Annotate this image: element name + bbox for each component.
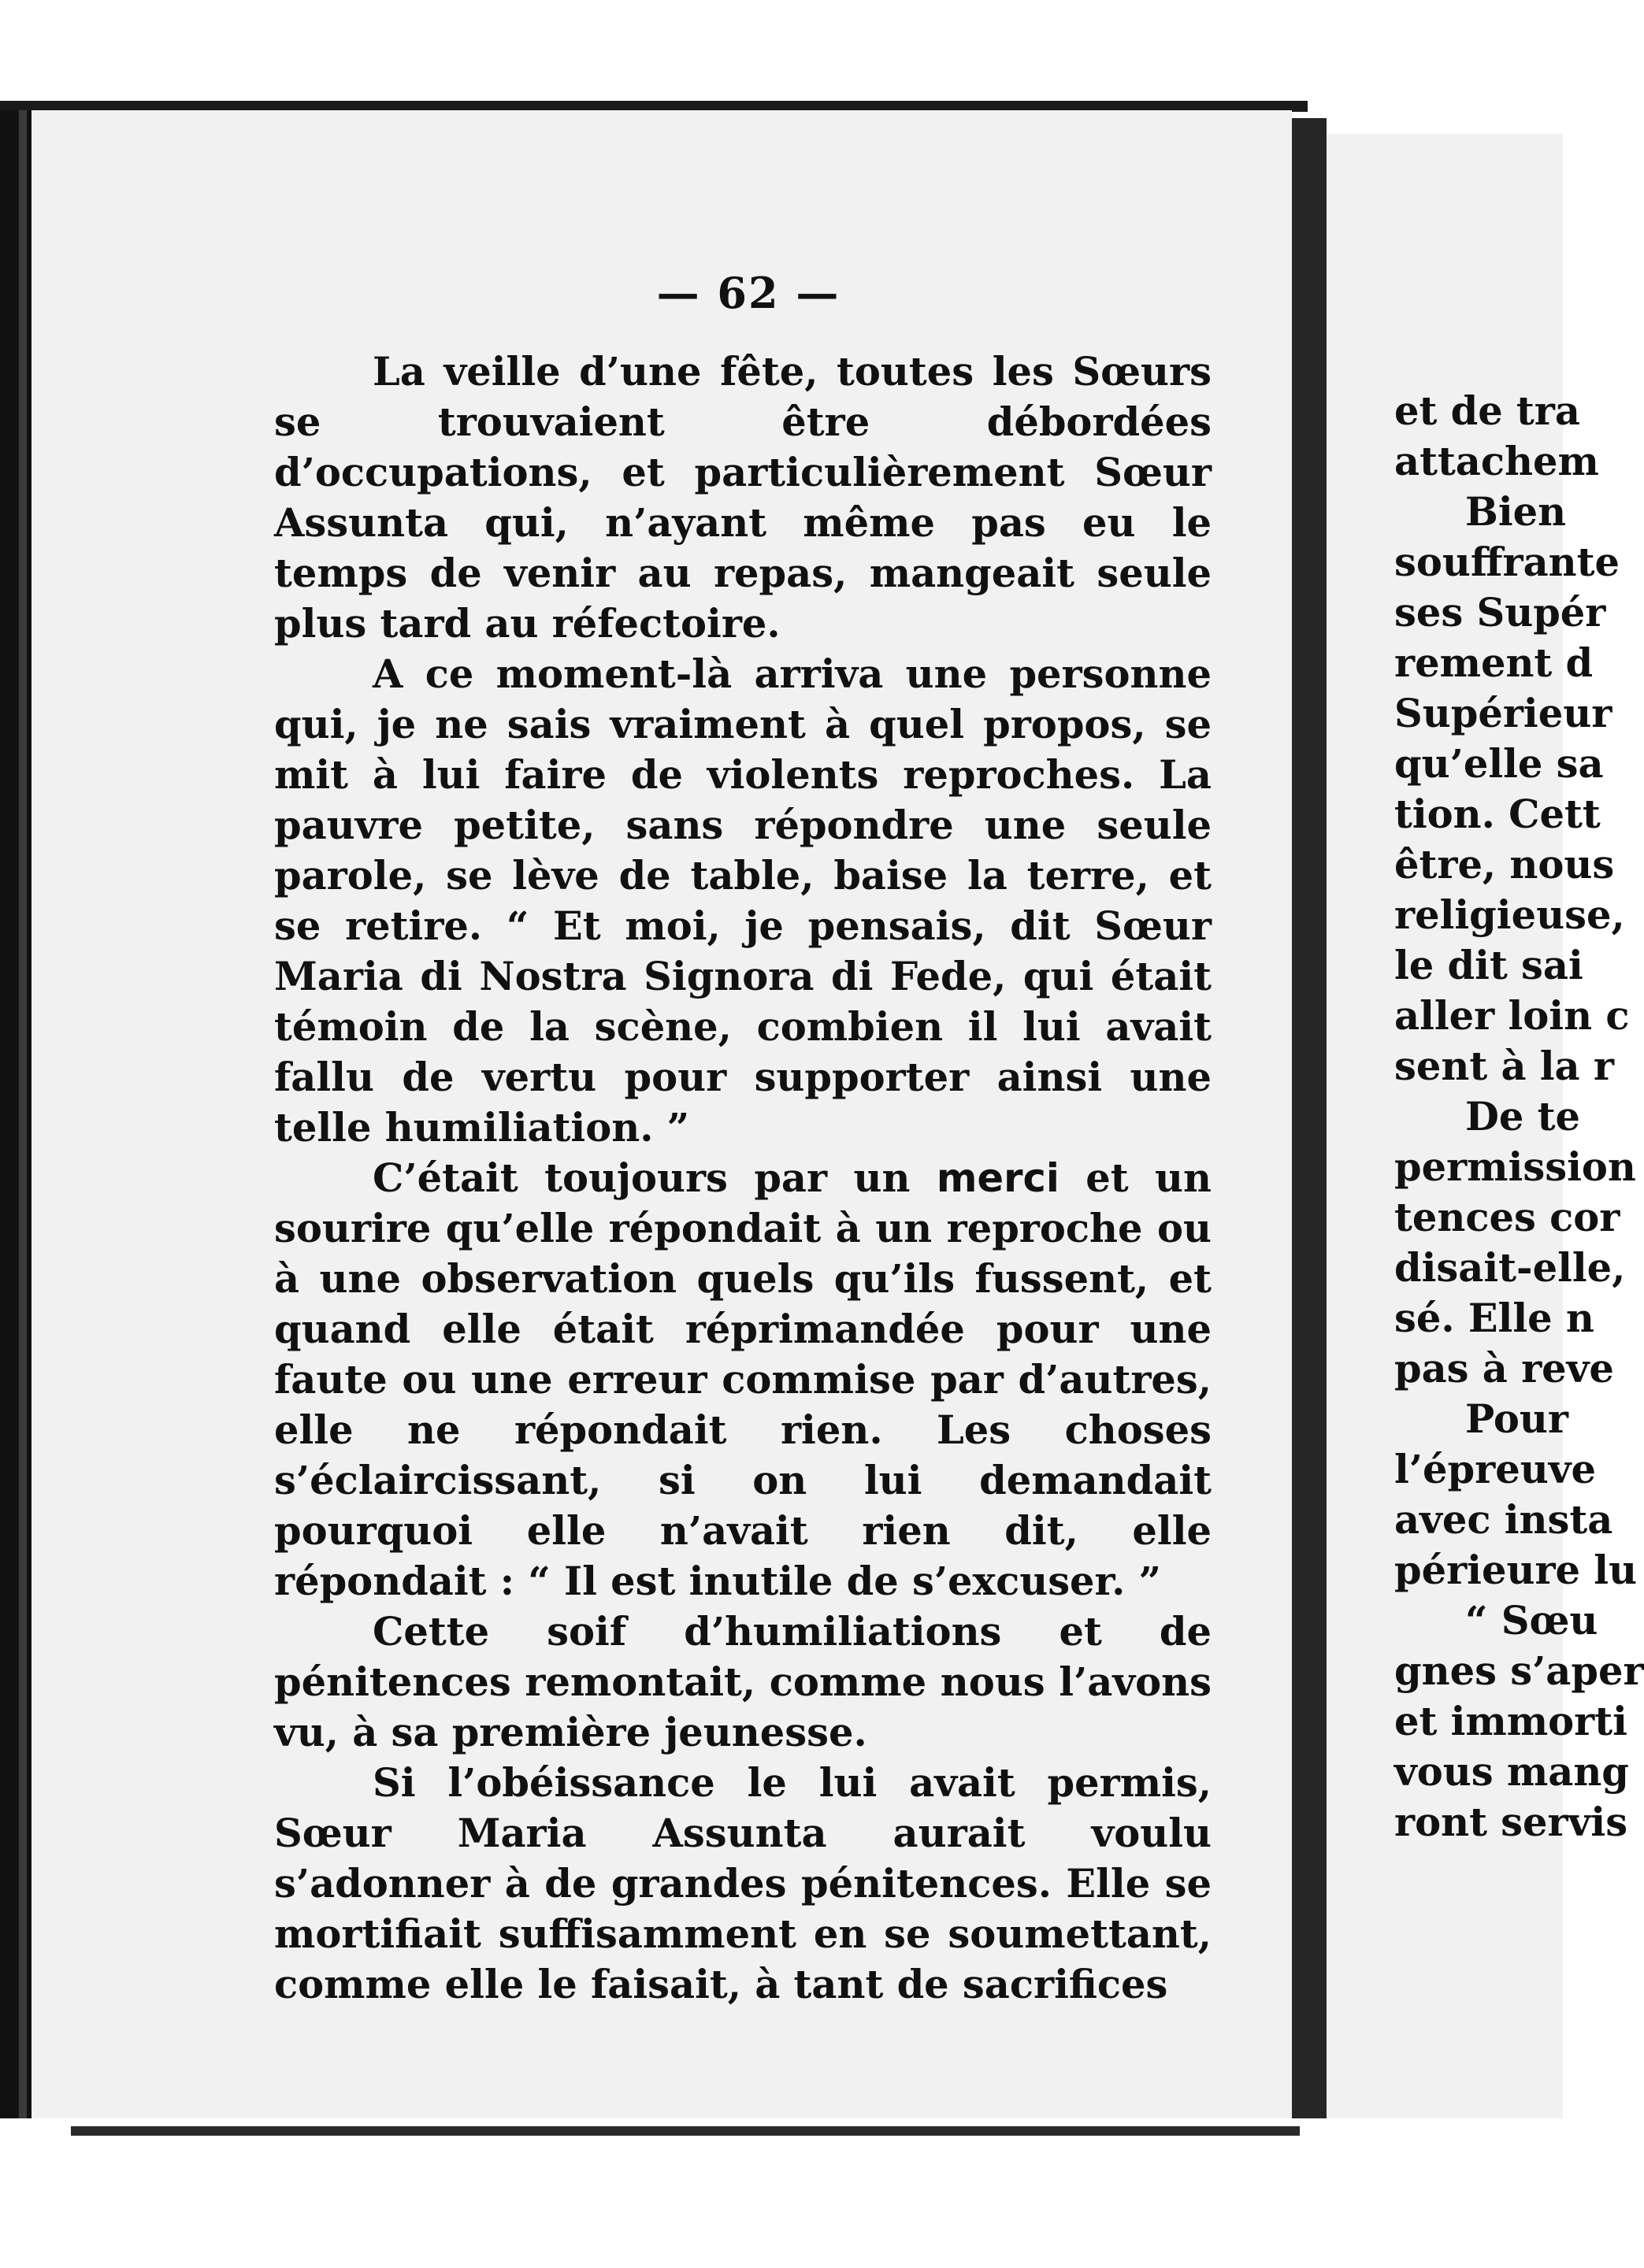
- book-left-edge: [0, 110, 32, 2118]
- paragraph-text: et un sourire qu’elle répondait à un reproche ou à une observation quels qu’ils fussent, et quand elle était réprimandée pour une faute ou une erreur commise par d’autres, elle ne répondait rien. Les choses s’éclaircissant, si on lui demandait pourquoi elle n’avait rien dit, elle répondait : “ Il est inutile de s’excuser. ”: [274, 1155, 1212, 1604]
- paragraph-3: [274, 1153, 1212, 1606]
- right-page-line: ses Supér: [1394, 590, 1606, 636]
- right-page-line: attachem: [1394, 439, 1599, 484]
- paragraph-text: A ce moment-là arriva une personne qui, je ne sais vraiment à quel propos, se mit à lui faire de violents reproches. La pauvre petite, sans répondre une seule parole, se lève de table, baise la terre, et se retire. “ Et moi, je pensais, dit Sœur Maria di Nostra Signora di Fede, qui était témoin de la scène, combien il lui avait fallu de vertu pour supporter ainsi une telle humiliation. ”: [274, 651, 1212, 1151]
- right-page-line: et immorti: [1394, 1699, 1627, 1744]
- right-page-line: tion. Cett: [1394, 791, 1601, 837]
- page-number: — 62 —: [656, 268, 841, 318]
- right-page-line: rement d: [1394, 640, 1594, 686]
- book-bottom-edge: [71, 2126, 1300, 2136]
- book-left-edge-inner: [19, 110, 27, 2118]
- right-page-line: gnes s’aper: [1394, 1648, 1644, 1694]
- paragraph-4: [274, 1606, 1212, 1758]
- right-page-cropped-text: [1394, 386, 1644, 1847]
- right-page-line: aller loin c: [1394, 993, 1630, 1039]
- paragraph-text: Cette soif d’humiliations et de pénitences remontait, comme nous l’avons vu, à sa première jeunesse.: [274, 1609, 1212, 1755]
- right-page-line: disait-elle,: [1394, 1245, 1626, 1291]
- book-gutter: [1292, 118, 1327, 2118]
- right-page-line: avec insta: [1394, 1497, 1613, 1543]
- right-page-line: périeure lu: [1394, 1547, 1638, 1593]
- right-page-line: souffrante: [1394, 539, 1620, 585]
- right-page-line: et de tra: [1394, 388, 1580, 434]
- scan-top-margin: [0, 0, 1563, 110]
- paragraph-text: Si l’obéissance le lui avait permis, Sœur Maria Assunta aurait voulu s’adonner à de grandes pénitences. Elle se mortifiait suffisamment en se soumettant, comme elle le faisait, à tant de sacrifices: [274, 1760, 1212, 2007]
- right-page-line: pas à reve: [1394, 1346, 1614, 1392]
- paragraph-text: C’était toujours par un: [373, 1155, 937, 1201]
- right-page-line: sent à la r: [1394, 1043, 1614, 1089]
- right-page-line: Supérieur: [1394, 691, 1612, 736]
- left-page-body: [274, 346, 1212, 2010]
- right-page-line: le dit sai: [1394, 943, 1583, 988]
- right-page-line: “ Sœu: [1465, 1598, 1598, 1644]
- emphasized-word: merci: [936, 1155, 1060, 1201]
- right-page-line: être, nous: [1394, 842, 1615, 888]
- right-page-line: l’épreuve: [1394, 1447, 1596, 1492]
- paragraph-1: [274, 346, 1212, 649]
- paragraph-text: La veille d’une fête, toutes les Sœurs se trouvaient être débordées d’occupations, et particulièrement Sœur Assunta qui, n’ayant même pas eu le temps de venir au repas, mangeait seule plus tard au réfectoire.: [274, 349, 1212, 647]
- right-page-line: ront servis: [1394, 1799, 1628, 1845]
- right-page-line: De te: [1465, 1094, 1581, 1140]
- paragraph-2: [274, 649, 1212, 1153]
- right-page-line: religieuse,: [1394, 892, 1625, 938]
- paragraph-5: [274, 1758, 1212, 2010]
- scan-bottom-margin: [0, 2118, 1563, 2268]
- right-page-line: Bien: [1465, 489, 1567, 535]
- right-page-line: sé. Elle n: [1394, 1295, 1594, 1341]
- right-page-line: permission: [1394, 1144, 1636, 1190]
- right-page-line: qu’elle sa: [1394, 741, 1604, 787]
- right-page-line: tences cor: [1394, 1195, 1620, 1240]
- right-page-line: vous mang: [1394, 1749, 1629, 1795]
- right-page-line: Pour: [1465, 1396, 1568, 1442]
